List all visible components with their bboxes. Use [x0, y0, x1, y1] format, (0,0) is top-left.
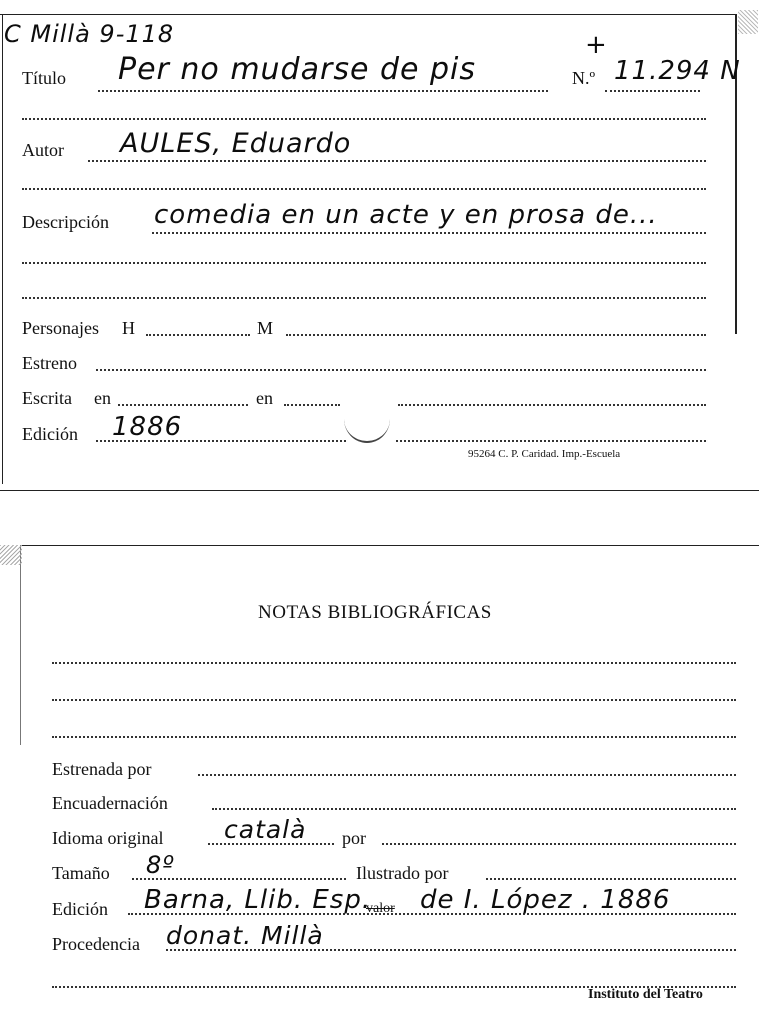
descripcion-label: Descripción	[22, 212, 109, 232]
footer-institution: Instituto del Teatro	[588, 987, 703, 1002]
blank-line-3	[22, 262, 706, 264]
edicion-label: Edición	[22, 424, 78, 444]
ilustrado-line	[486, 878, 736, 880]
estreno-line	[96, 369, 706, 371]
escrita-en2-label: en	[256, 388, 273, 408]
procedencia-value: donat. Millà	[166, 921, 324, 950]
back-top-border	[20, 545, 759, 546]
back-blank-line-3	[52, 736, 736, 738]
ilustrado-label: Ilustrado por	[356, 863, 449, 883]
back-edicion-struck: valor	[366, 901, 395, 916]
card-left-border	[2, 14, 3, 484]
personajes-label: Personajes	[22, 318, 99, 338]
catalog-card-back	[0, 545, 759, 1028]
punch-hole-mark	[344, 395, 390, 443]
blank-line-2	[22, 188, 706, 190]
edicion-tail-line	[396, 440, 706, 442]
back-blank-line-1	[52, 662, 736, 664]
back-edicion-value-b: de I. López . 1886	[420, 885, 671, 915]
descripcion-line	[152, 232, 706, 234]
catalog-card-front	[0, 0, 759, 495]
numero-value: 11.294 N	[614, 56, 741, 86]
back-edicion-label: Edición	[52, 899, 108, 919]
back-blank-line-2	[52, 699, 736, 701]
encuadernacion-line	[212, 808, 736, 810]
card-top-border	[0, 14, 735, 15]
escrita-en1-label: en	[94, 388, 111, 408]
personajes-h-label: H	[122, 318, 135, 338]
encuadernacion-label: Encuadernación	[52, 793, 168, 813]
autor-value: AULES, Eduardo	[120, 128, 352, 159]
escrita-en2-line	[284, 404, 340, 406]
autor-label: Autor	[22, 140, 64, 160]
numero-line	[605, 90, 700, 92]
card-bottom-border	[0, 490, 759, 491]
estreno-label: Estreno	[22, 353, 77, 373]
idioma-por-label: por	[342, 828, 366, 848]
back-edicion-value-a: Barna, Llib. Esp.	[144, 885, 372, 915]
titulo-label: Título	[22, 68, 66, 88]
idioma-value: català	[224, 815, 307, 844]
edicion-value: 1886	[112, 412, 183, 442]
personajes-m-line	[286, 334, 706, 336]
notas-heading: NOTAS BIBLIOGRÁFICAS	[258, 602, 492, 623]
escrita-en1-line	[118, 404, 248, 406]
personajes-h-line	[146, 334, 250, 336]
blank-line-4	[22, 297, 706, 299]
tamano-value: 8º	[146, 851, 175, 879]
idioma-label: Idioma original	[52, 828, 164, 848]
titulo-line	[98, 90, 548, 92]
corner-note: C Millà 9-118	[4, 20, 175, 48]
titulo-value: Per no mudarse de pis	[118, 52, 476, 87]
idioma-por-line	[382, 843, 736, 845]
plus-mark: +	[585, 30, 608, 60]
estrenada-line	[198, 774, 736, 776]
escrita-label: Escrita	[22, 388, 72, 408]
back-left-border	[20, 545, 21, 745]
escrita-tail-line	[398, 404, 706, 406]
procedencia-label: Procedencia	[52, 934, 140, 954]
estrenada-label: Estrenada por	[52, 759, 152, 779]
numero-label: N.º	[572, 68, 596, 88]
tamano-label: Tamaño	[52, 863, 110, 883]
autor-line	[88, 160, 706, 162]
descripcion-value: comedia en un acte y en prosa de...	[154, 200, 658, 230]
edge-noise-top-right	[738, 10, 758, 34]
printer-imprint: 95264 C. P. Caridad. Imp.-Escuela	[468, 448, 621, 460]
personajes-m-label: M	[257, 318, 274, 338]
edge-noise-top-left	[0, 545, 22, 565]
blank-line-1	[22, 118, 706, 120]
